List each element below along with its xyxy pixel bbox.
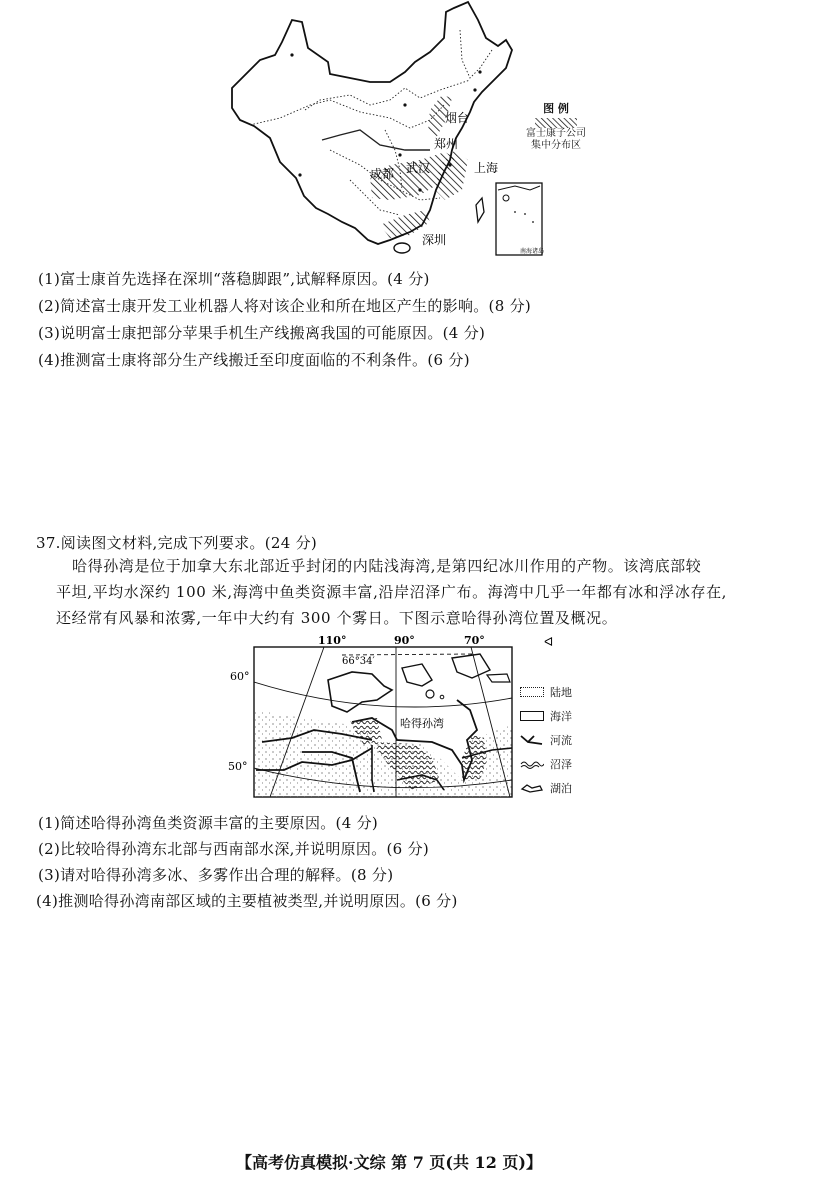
hatch-legend-icon	[535, 118, 577, 128]
legend-item-ocean	[520, 704, 590, 728]
hudson-bay-label: 哈得孙湾	[400, 717, 444, 730]
river-icon	[520, 734, 544, 746]
legend-item-river	[520, 728, 590, 752]
legend-label-line2: 集中分布区	[531, 140, 581, 151]
longitude-label-110: 110°	[318, 634, 347, 647]
city-label-wuhan: 武汉	[406, 161, 431, 175]
legend-label: 陆地	[550, 686, 572, 699]
city-label-yantai: 烟台	[445, 111, 470, 125]
inset-label: 南海诸岛	[520, 248, 545, 255]
city-label-shanghai: 上海	[474, 161, 499, 175]
q37-paragraph-line-2: 平坦,平均水深约 100 米,海湾中鱼类资源丰富,沿岸沼泽广布。海湾中几乎一年都有冰和浮冰存在,	[56, 583, 728, 601]
ocean-icon	[520, 711, 544, 721]
city-label-zhengzhou: 郑州	[434, 137, 459, 151]
legend-label: 沼泽	[550, 758, 572, 771]
q37-sub-2: (2)比较哈得孙湾东北部与西南部水深,并说明原因。(6 分)	[38, 840, 430, 858]
latitude-label-60: 60°	[230, 670, 250, 683]
q36-sub-2: (2)简述富士康开发工业机器人将对该企业和所在地区产生的影响。(8 分)	[38, 297, 532, 315]
legend-item-swamp	[520, 752, 590, 776]
q36-sub-4: (4)推测富士康将部分生产线搬迁至印度面临的不利条件。(6 分)	[38, 351, 470, 369]
q37-sub-1: (1)简述哈得孙湾鱼类资源丰富的主要原因。(4 分)	[38, 814, 379, 832]
q37-sub-3: (3)请对哈得孙湾多冰、多雾作出合理的解释。(8 分)	[38, 866, 394, 884]
lake-icon	[520, 783, 544, 793]
south-china-sea-inset	[496, 183, 545, 255]
legend-label-line1: 富士康子公司	[526, 128, 586, 139]
north-arrow-icon: ᐊ	[544, 635, 554, 649]
q36-sub-3: (3)说明富士康把部分苹果手机生产线搬离我国的可能原因。(4 分)	[38, 324, 486, 342]
legend-label: 湖泊	[550, 782, 572, 795]
arctic-circle-label: 66°34′	[342, 656, 375, 667]
city-label-chengdu: 成都	[370, 167, 395, 181]
legend-label: 河流	[550, 734, 572, 747]
legend-item-land	[520, 680, 590, 704]
legend-title: 图 例	[543, 102, 569, 115]
city-label-shenzhen: 深圳	[422, 233, 447, 247]
china-outline	[232, 2, 512, 244]
page-footer: 【高考仿真模拟·文综 第 7 页(共 12 页)】	[236, 1153, 542, 1172]
hudson-bay-legend	[520, 680, 590, 800]
china-map	[230, 0, 560, 262]
longitude-label-70: 70°	[464, 634, 485, 647]
legend-item-lake	[520, 776, 590, 800]
q37-heading: 37.阅读图文材料,完成下列要求。(24 分)	[36, 534, 318, 552]
swamp-icon	[520, 759, 544, 769]
q37-sub-4: (4)推测哈得孙湾南部区域的主要植被类型,并说明原因。(6 分)	[36, 892, 458, 910]
legend-label: 海洋	[550, 710, 572, 723]
q37-paragraph-line-1: 哈得孙湾是位于加拿大东北部近乎封闭的内陆浅海湾,是第四纪冰川作用的产物。该湾底部较	[72, 557, 702, 575]
china-map-figure	[230, 0, 560, 262]
latitude-label-50: 50°	[228, 760, 248, 773]
q37-paragraph-line-3: 还经常有风暴和浓雾,一年中大约有 300 个雾日。下图示意哈得孙湾位置及概况。	[56, 609, 618, 627]
china-map-legend	[516, 100, 596, 152]
q36-sub-1: (1)富士康首先选择在深圳“落稳脚跟”,试解释原因。(4 分)	[38, 270, 430, 288]
longitude-label-90: 90°	[394, 634, 415, 647]
land-icon	[520, 687, 544, 697]
